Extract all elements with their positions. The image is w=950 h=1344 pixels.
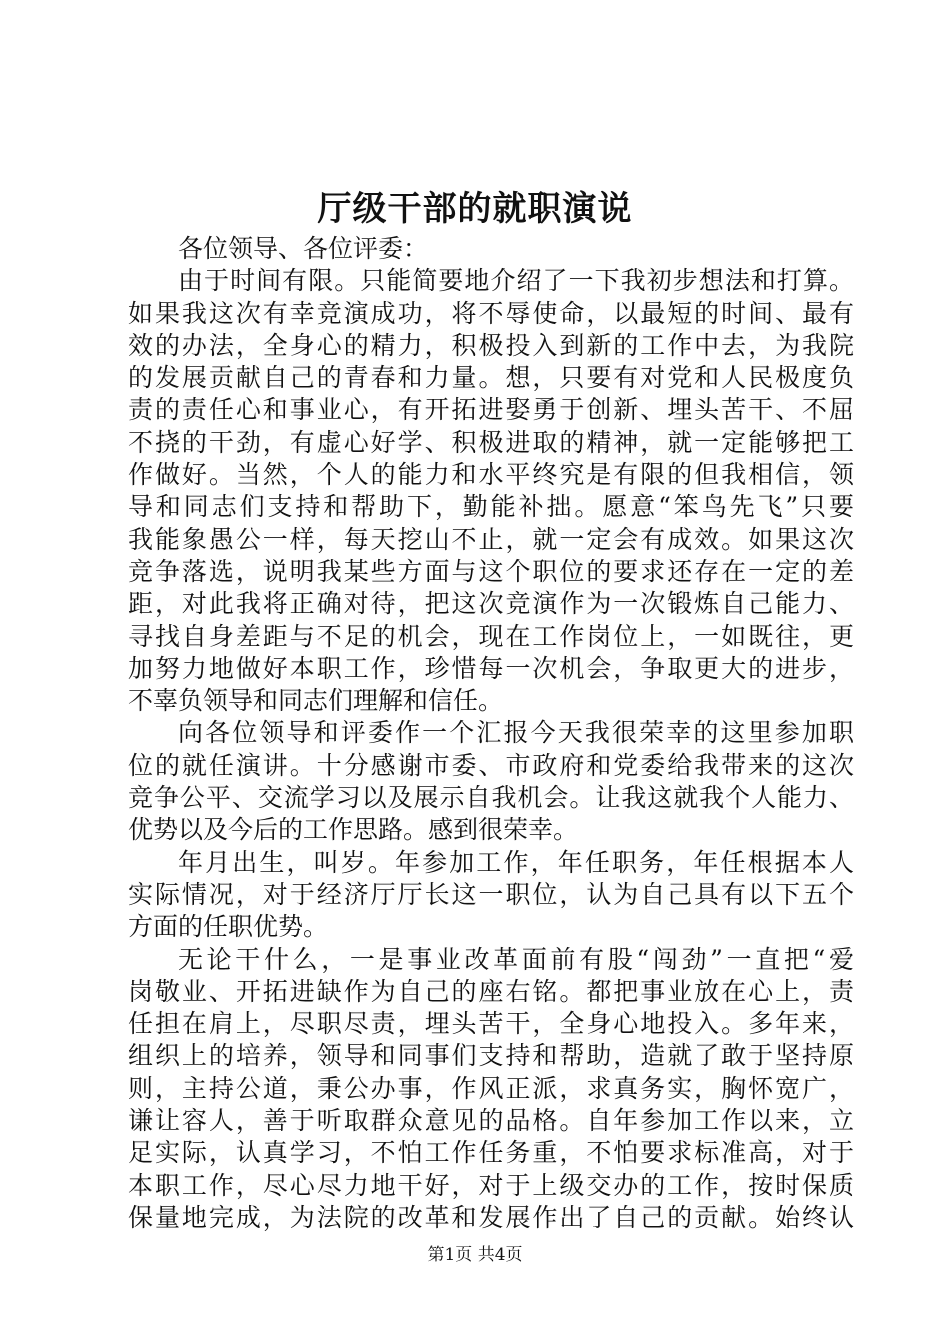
text-line: 作做好。当然，个人的能力和水平终究是有限的但我相信，领 <box>128 460 854 490</box>
text-line: 竞争落选，说明我某些方面与这个职位的要求还存在一定的差 <box>128 556 854 586</box>
text-line: 不辜负领导和同志们理解和信任。 <box>128 686 504 716</box>
text-line: 优势以及今后的工作思路。感到很荣幸。 <box>128 815 579 845</box>
page-footer: 第1页 共4页 <box>427 1245 523 1265</box>
document-body <box>128 233 854 1234</box>
text-line: 由于时间有限。只能简要地介绍了一下我初步想法和打算。 <box>178 266 854 296</box>
text-line: 距，对此我将正确对待，把这次竞演作为一次锻炼自己能力、 <box>128 589 854 619</box>
text-line: 实际情况，对于经济厅厅长这一职位，认为自己具有以下五个 <box>128 879 854 909</box>
document-title: 厅级干部的就职演说 <box>317 189 633 229</box>
text-line: 本职工作，尽心尽力地干好，对于上级交办的工作，按时保质 <box>128 1170 854 1200</box>
text-line: 谦让容人，善于听取群众意见的品格。自年参加工作以来，立 <box>128 1106 854 1136</box>
text-line: 任担在肩上，尽职尽责，埋头苦干，全身心地投入。多年来， <box>128 1009 854 1039</box>
text-line: 各位领导、各位评委： <box>178 234 429 263</box>
text-line: 保量地完成，为法院的改革和发展作出了自己的贡献。始终认 <box>128 1202 854 1232</box>
text-line: 年月出生，叫岁。年参加工作，年任职务，年任根据本人 <box>178 847 854 877</box>
text-line: 导和同志们支持和帮助下，勤能补拙。愿意“笨鸟先飞”只要 <box>128 492 854 522</box>
text-line: 向各位领导和评委作一个汇报今天我很荣幸的这里参加职 <box>178 718 854 748</box>
text-line: 竞争公平、交流学习以及展示自我机会。让我这就我个人能力、 <box>128 783 854 813</box>
text-line: 的发展贡献自己的青春和力量。想，只要有对党和人民极度负 <box>128 363 854 393</box>
text-line: 效的办法，全身心的精力，积极投入到新的工作中去，为我院 <box>128 330 854 360</box>
text-line: 责的责任心和事业心，有开拓进娶勇于创新、埋头苦干、不屈 <box>128 395 854 425</box>
text-line: 如果我这次有幸竞演成功，将不辱使命，以最短的时间、最有 <box>128 298 854 328</box>
text-line: 则，主持公道，秉公办事，作风正派，求真务实，胸怀宽广， <box>128 1073 854 1103</box>
text-line: 不挠的干劲，有虚心好学、积极进取的精神，就一定能够把工 <box>128 427 854 457</box>
text-line: 方面的任职优势。 <box>128 912 329 942</box>
text-line: 岗敬业、开拓进缺作为自己的座右铭。都把事业放在心上，责 <box>128 976 854 1006</box>
text-line: 组织上的培养，领导和同事们支持和帮助，造就了敢于坚持原 <box>128 1041 854 1071</box>
text-line: 无论干什么，一是事业改革面前有股“闯劲”一直把“爱 <box>178 944 854 974</box>
text-line: 加努力地做好本职工作，珍惜每一次机会，争取更大的进步， <box>128 653 854 683</box>
text-line: 寻找自身差距与不足的机会，现在工作岗位上，一如既往，更 <box>128 621 854 651</box>
text-line: 我能象愚公一样，每天挖山不止，就一定会有成效。如果这次 <box>128 524 854 554</box>
text-line: 位的就任演讲。十分感谢市委、市政府和党委给我带来的这次 <box>128 750 854 780</box>
text-line: 足实际，认真学习，不怕工作任务重，不怕要求标准高，对于 <box>128 1138 854 1168</box>
